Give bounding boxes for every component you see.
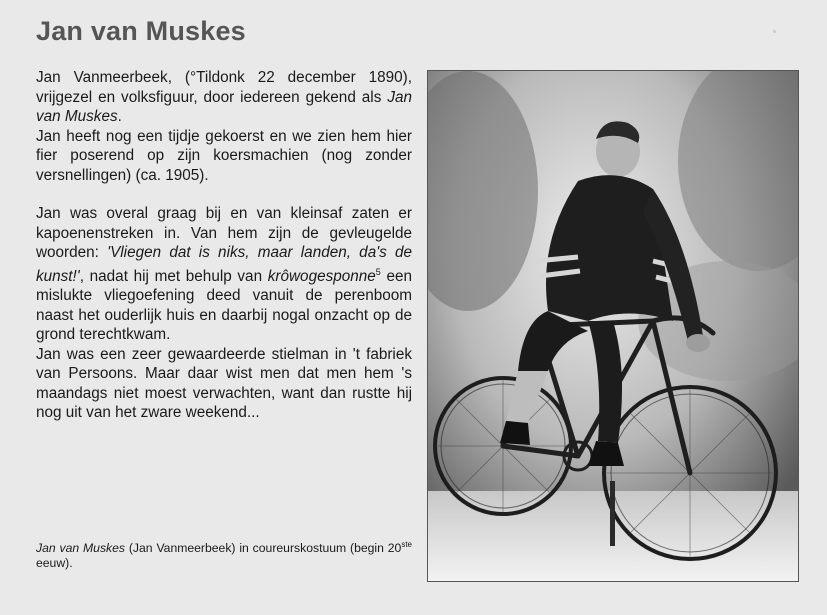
- body-text: [36, 68, 412, 423]
- anecdote-text: Jan was overal graag bij en van kleinsaf zaten er kapoenenstreken in. Van hem zijn de gevleugelde woorden:: [36, 205, 412, 261]
- caption-superscript: ste: [401, 540, 412, 549]
- cyclist-photo-icon: [428, 71, 798, 581]
- work-text: Jan was een zeer gewaardeerde stielman in 't fabriek van Persoons. Maar daar wist men dat men hem 's maandags niet moest verwachten, want dan rustte hij nog uit van het zware weekend...: [36, 345, 412, 422]
- intro-period: .: [117, 108, 122, 125]
- anecdote-text-3: een mislukte vliegoefening deed vanuit de perenboom naast het ouderlijk huis en daarbij nogal onzacht op de grond terechtkwam.: [36, 267, 412, 344]
- term-italic: krôwogesponne: [267, 267, 376, 285]
- photo-caption: [36, 537, 412, 571]
- speck-mark: [773, 30, 776, 33]
- paragraph-anecdote: [36, 204, 412, 423]
- famous-quote: 'Vliegen dat is niks, maar landen, da's de kunst!': [36, 244, 412, 285]
- intro-text: Jan Vanmeerbeek, (°Tildonk 22 december 1890), vrijgezel en volksfiguur, door iedereen gekend als: [36, 69, 412, 106]
- caption-text: (Jan Vanmeerbeek) in coureurskostuum (begin 20: [125, 541, 402, 556]
- page-title: Jan van Muskes: [36, 16, 246, 46]
- caption-text-2: eeuw).: [36, 556, 73, 571]
- racing-text: Jan heeft nog een tijdje gekoerst en we zien hem hier fier poserend op zijn koersmachien (nog zonder versnellingen) (ca. 1905).: [36, 127, 412, 184]
- cyclist-photo: [427, 70, 799, 582]
- footnote-marker: 5: [375, 266, 381, 277]
- anecdote-text-2: , nadat hij met behulp van: [79, 267, 268, 285]
- caption-name: Jan van Muskes: [36, 541, 126, 556]
- nickname-italic: Jan van Muskes: [36, 88, 412, 125]
- paragraph-intro: [36, 68, 412, 185]
